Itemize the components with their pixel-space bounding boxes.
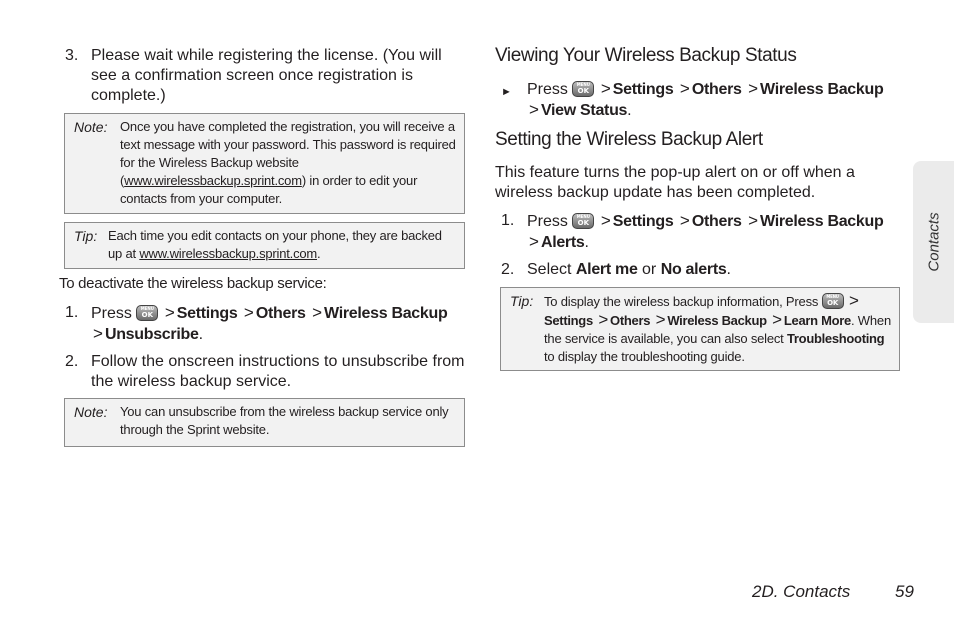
tip-text: To display the wireless backup information, Press MENU OK > Settings > Others > Wireless Backup > Learn More. When the service is available, you can also select Troubleshooting to display the troubleshooting guide. bbox=[544, 291, 891, 364]
website-link[interactable]: www.wirelessbackup.sprint.com bbox=[139, 246, 318, 261]
footer-section: 2D. Contacts bbox=[752, 582, 851, 601]
tip-label: Tip: bbox=[74, 228, 98, 244]
step-number: 3. bbox=[65, 47, 79, 64]
alert-intro: This feature turns the pop-up alert on or off when a wireless backup update has been completed. bbox=[495, 164, 855, 201]
step-text: Follow the onscreen instructions to unsubscribe from the wireless backup service. bbox=[91, 353, 465, 390]
unsubscribe-step-2 bbox=[65, 352, 465, 392]
tip-label: Tip: bbox=[510, 293, 534, 309]
alert-step-1 bbox=[501, 211, 901, 253]
menu-ok-key-icon: MENU OK bbox=[136, 305, 158, 321]
item-text: Press MENU OK > Settings > Others > Wireless Backup > View Status. bbox=[527, 79, 884, 119]
bullet-arrow-icon: ► bbox=[501, 86, 512, 98]
step-number: 2. bbox=[501, 261, 515, 278]
step-text: Press MENU OK > Settings > Others > Wireless Backup > Alerts. bbox=[527, 211, 884, 251]
step-3 bbox=[65, 46, 465, 106]
step-text: Select Alert me or No alerts. bbox=[527, 261, 731, 278]
heading-setting-alert: Setting the Wireless Backup Alert bbox=[495, 129, 763, 150]
note-box-unsubscribe bbox=[64, 398, 465, 447]
side-tab-label: Contacts bbox=[925, 212, 942, 272]
deactivate-intro: To deactivate the wireless backup service: bbox=[59, 275, 327, 292]
note-text: Once you have completed the registration, you will receive a text message with your password. This password is required for the Wireless Backup website (www.wirelessbackup.sprint.com) in order to edit your contacts from your computer. bbox=[120, 119, 456, 206]
note-label: Note: bbox=[74, 119, 108, 135]
step-number: 2. bbox=[65, 353, 79, 370]
note-label: Note: bbox=[74, 404, 108, 420]
step-text: Please wait while registering the license. (You will see a confirmation screen once registration is complete.) bbox=[91, 47, 442, 104]
website-link[interactable]: www.wirelessbackup.sprint.com bbox=[124, 173, 302, 188]
heading-viewing-status: Viewing Your Wireless Backup Status bbox=[495, 45, 797, 66]
step-text: Press MENU OK > Settings > Others > Wireless Backup > Unsubscribe. bbox=[91, 303, 448, 343]
section-side-tab bbox=[913, 161, 954, 323]
note-text: You can unsubscribe from the wireless backup service only through the Sprint website. bbox=[120, 404, 449, 437]
step-number: 1. bbox=[65, 304, 79, 321]
alert-step-2 bbox=[501, 260, 901, 280]
tip-box-backup bbox=[64, 222, 465, 269]
menu-ok-key-icon: MENU OK bbox=[572, 213, 594, 229]
note-box-password bbox=[64, 113, 465, 214]
view-status-item bbox=[501, 79, 901, 121]
unsubscribe-step-1 bbox=[65, 303, 465, 345]
step-number: 1. bbox=[501, 212, 515, 229]
menu-ok-key-icon: MENU OK bbox=[572, 81, 594, 97]
tip-box-learn-more bbox=[500, 287, 900, 371]
menu-ok-key-icon: MENU OK bbox=[822, 293, 844, 309]
footer-page-number: 59 bbox=[895, 582, 914, 601]
tip-text: Each time you edit contacts on your phone, they are backed up at www.wirelessbackup.sprint.com. bbox=[108, 228, 442, 261]
